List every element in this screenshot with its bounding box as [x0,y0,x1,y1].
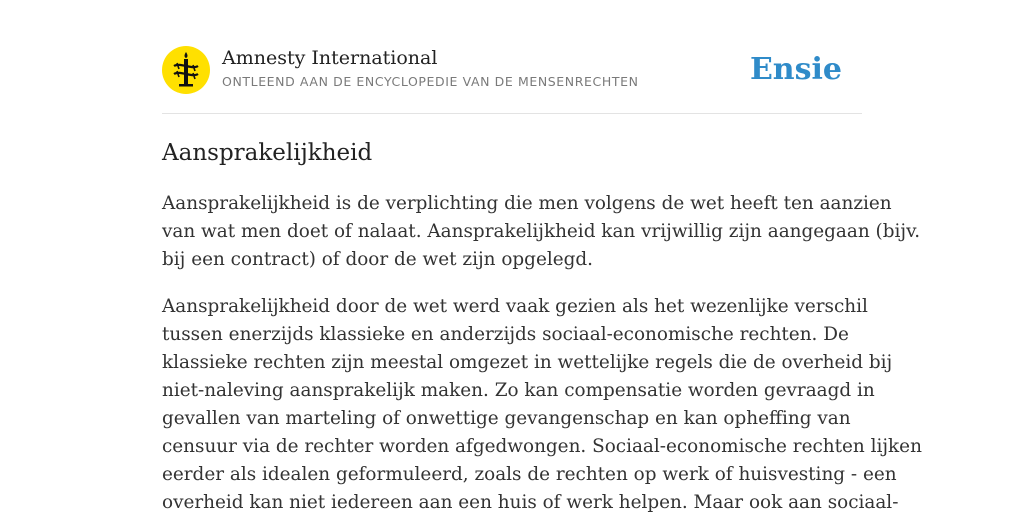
paragraph-line: niet-naleving aansprakelijk maken. Zo kan compensatie worden gevraagd in [162,380,875,401]
paragraph-line: gevallen van marteling of onwettige gevangenschap en kan opheffing van [162,408,851,429]
article-paragraph-2 [162,293,922,512]
source-subtitle: ONTLEEND AAN DE ENCYCLOPEDIE VAN DE MENSENRECHTEN [222,74,639,89]
paragraph-line: tussen enerzijds klassieke en anderzijds sociaal-economische rechten. De [162,324,849,345]
paragraph-line: van wat men doet of nalaat. Aansprakelijkheid kan vrijwillig zijn aangegaan (bijv. [162,221,921,242]
paragraph-line: eerder als idealen geformuleerd, zoals de rechten op werk of huisvesting - een [162,464,897,485]
paragraph-line: censuur via de rechter worden afgedwongen. Sociaal-economische rechten lijken [162,436,922,457]
paragraph-line: klassieke rechten zijn meestal omgezet in wettelijke regels die de overheid bij [162,352,893,373]
paragraph-line: bij een contract) of door de wet zijn opgelegd. [162,249,593,270]
paragraph-line: Aansprakelijkheid door de wet werd vaak gezien als het wezenlijke verschil [162,296,868,317]
paragraph-line: Aansprakelijkheid is de verplichting die men volgens de wet heeft ten aanzien [162,193,892,214]
org-name: Amnesty International [222,47,438,69]
brand-logo-link[interactable]: Ensie [749,52,842,87]
article-paragraph-1 [162,190,921,274]
amnesty-candle-icon[interactable] [162,46,210,94]
header [162,46,862,96]
paragraph-line: overheid kan niet iedereen aan een huis of werk helpen. Maar ook aan sociaal- [162,492,899,512]
header-divider [162,113,862,114]
article-title: Aansprakelijkheid [162,140,373,166]
